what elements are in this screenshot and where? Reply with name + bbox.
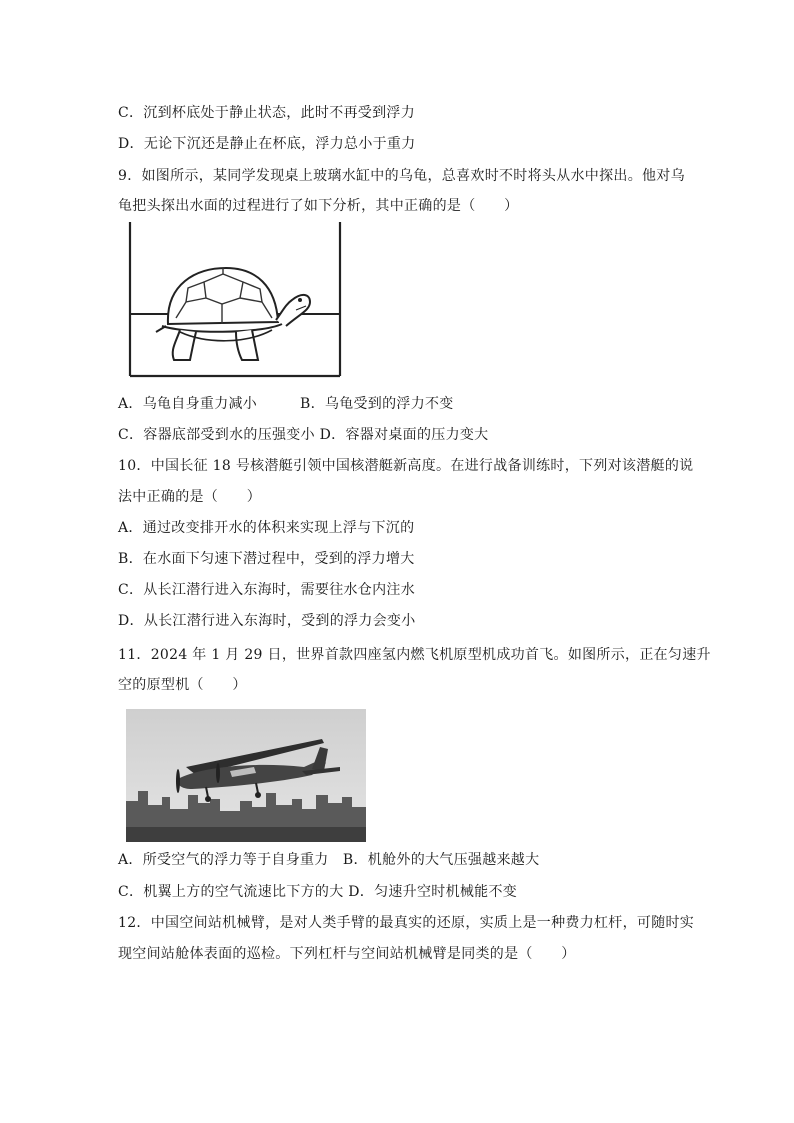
q11-stem-line2: 空的原型机（ ）	[118, 677, 247, 693]
q11-options-cd: C．机翼上方的空气流速比下方的大 D．匀速升空时机械能不变	[118, 884, 518, 900]
q9-options-ab: A．乌龟自身重力减小 B．乌龟受到的浮力不变	[118, 396, 454, 412]
q10-option-a: A．通过改变排开水的体积来实现上浮与下沉的	[118, 520, 415, 536]
q9-stem-line2: 龟把头探出水面的过程进行了如下分析，其中正确的是（ ）	[118, 198, 519, 214]
q9-options-cd: C．容器底部受到水的压强变小 D．容器对桌面的压力变大	[118, 427, 489, 443]
q10-stem-line2: 法中正确的是（ ）	[118, 489, 261, 505]
q10-stem-line1: 10．中国长征 18 号核潜艇引领中国核潜艇新高度。在进行战备训练时，下列对该潜艇的说	[118, 458, 694, 474]
q8-option-c: C．沉到杯底处于静止状态，此时不再受到浮力	[118, 105, 416, 121]
q10-option-c: C．从长江潜行进入东海时，需要往水仓内注水	[118, 582, 416, 598]
hydrogen-plane-photo	[126, 709, 366, 842]
q9-stem-line1: 9．如图所示，某同学发现桌上玻璃水缸中的乌龟，总喜欢时不时将头从水中探出。他对乌	[118, 168, 685, 184]
q11-stem-line1: 11．2024 年 1 月 29 日，世界首款四座氢内燃飞机原型机成功首飞。如图所示，正在匀速升	[118, 647, 711, 663]
q12-stem-line1: 12．中国空间站机械臂，是对人类手臂的最真实的还原，实质上是一种费力杠杆，可随时实	[118, 915, 695, 931]
turtle-tank-figure	[126, 222, 346, 378]
q8-option-d: D．无论下沉还是静止在杯底，浮力总小于重力	[118, 136, 416, 152]
q10-option-d: D．从长江潜行进入东海时，受到的浮力会变小	[118, 613, 416, 629]
q12-stem-line2: 现空间站舱体表面的巡检。下列杠杆与空间站机械臂是同类的是（ ）	[118, 946, 576, 962]
q11-options-ab: A．所受空气的浮力等于自身重力 B．机舱外的大气压强越来越大	[118, 852, 540, 868]
q10-option-b: B．在水面下匀速下潜过程中，受到的浮力增大	[118, 551, 415, 567]
